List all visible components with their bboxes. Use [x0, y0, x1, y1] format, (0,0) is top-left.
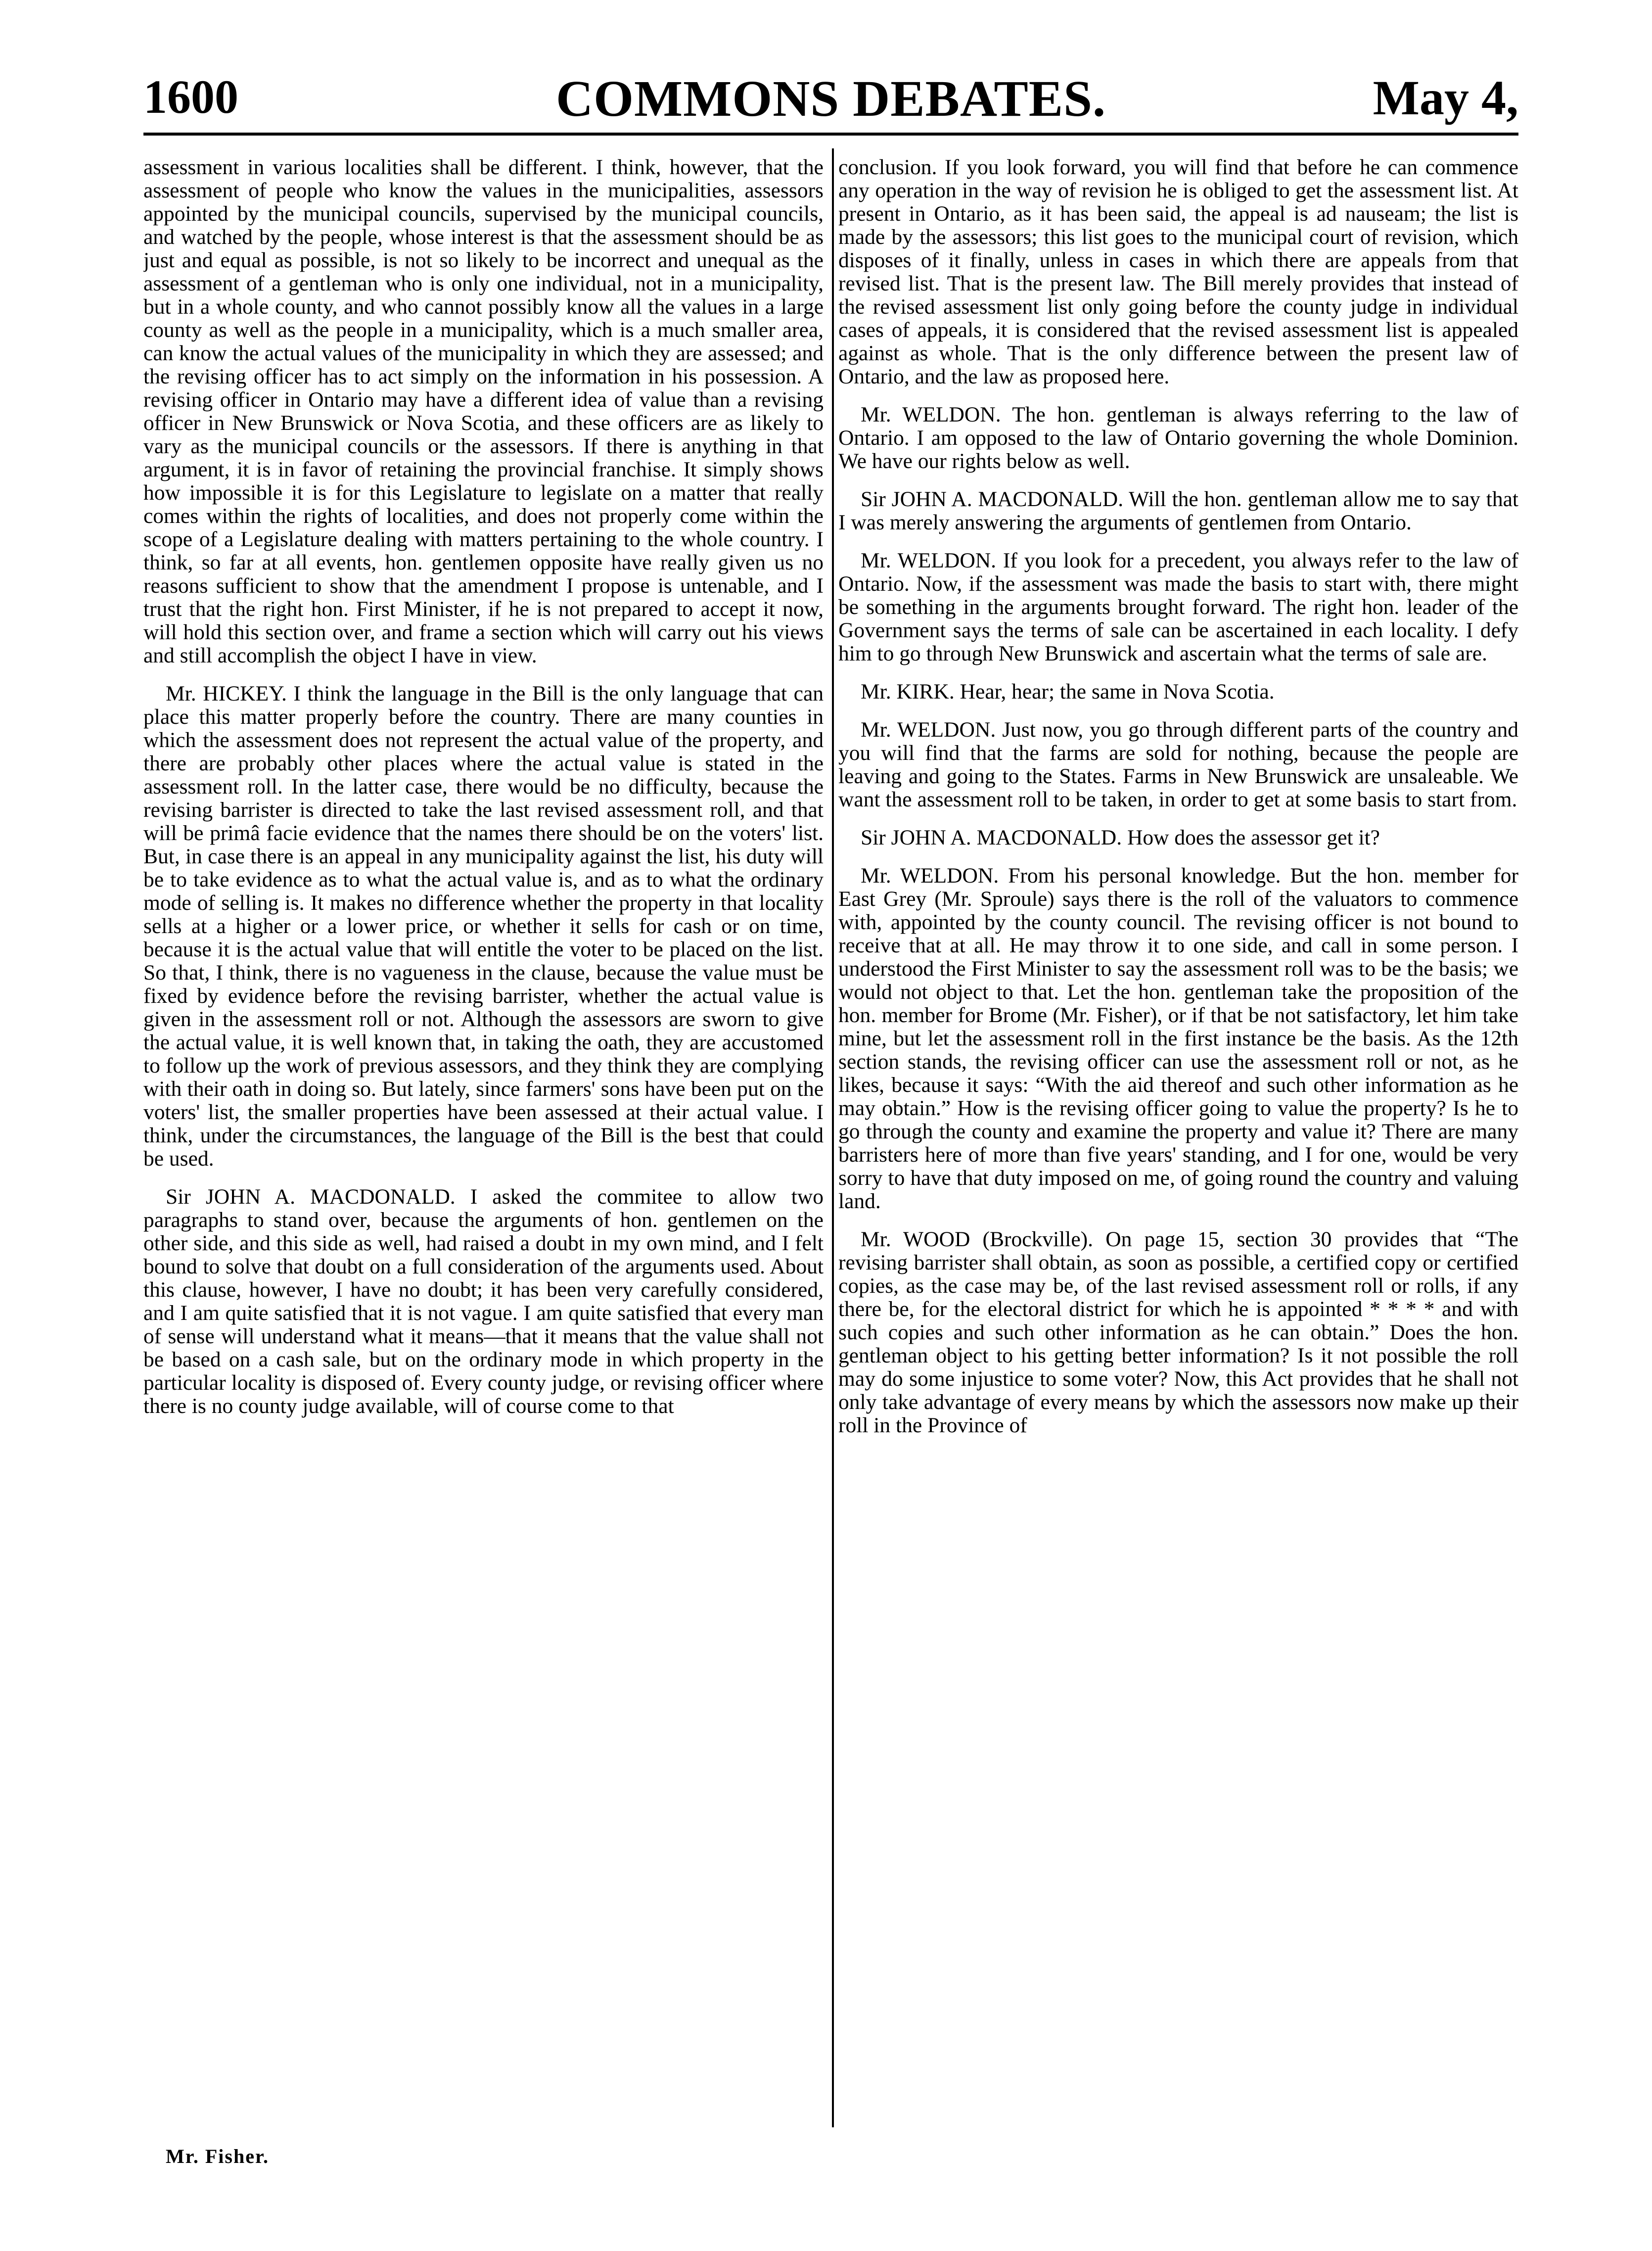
page-title: COMMONS DEBATES. [556, 70, 1106, 127]
paragraph: Mr. WELDON. From his personal knowledge. But the hon. member for East Grey (Mr. Sproule) says there is the roll of the valuators to commence with, appointed by the county council. The revising officer is not bound to receive that at all. He may throw it to one side, and call in some person. I understood the First Minister to say the assessment roll was to be the basis; we would not object to that. Let the hon. gentleman take the proposition of the hon. member for Brome (Mr. Fisher), or if that be not satisfactory, let him take mine, but let the assessment roll in the first instance be the basis. As the 12th section stands, the revising officer can use the assessment roll or not, as he likes, because it says: “With the aid thereof and such other information as he may obtain.” How is the revising officer going to value the property? Is he to go through the county and examine the property and value it? There are many barristers here of more than five years' standing, and I for one, would be very sorry to have that duty imposed on me, of going round the country and valuing land. [838, 864, 1518, 1213]
paragraph: Sir JOHN A. MACDONALD. How does the assessor get it? [861, 826, 1380, 849]
paragraph: Sir JOHN A. MACDONALD. I asked the commitee to allow two paragraphs to stand over, because the arguments of hon. gentlemen on the other side, and this side as well, had raised a doubt in my own mind, and I felt bound to solve that doubt on a full consideration of the arguments used. About this clause, however, I have no doubt; it has been very carefully considered, and I am quite satisfied that it is not vague. I am quite satisfied that every man of sense will understand what it means—that it means that the value shall not be based on a cash sale, but on the ordinary mode in which property in the particular locality is disposed of. Every county judge, or revising officer where there is no county judge available, will of course come to that [143, 1185, 824, 1418]
paragraph: Sir JOHN A. MACDONALD. Will the hon. gentleman allow me to say that I was merely answering the arguments of gentlemen from Ontario. [838, 487, 1518, 534]
left-column [143, 156, 824, 2140]
page-number: 1600 [143, 70, 238, 123]
page-date: May 4, [1373, 70, 1518, 125]
page-header [143, 69, 1518, 129]
footer-speaker: Mr. Fisher. [166, 2145, 270, 2167]
paragraph: assessment in various localities shall be different. I think, however, that the assessment of people who know the values in the municipalities, assessors appointed by the municipal councils, supervised by the municipal councils, and watched by the people, whose interest is that the assessment should be as just and equal as possible, is not so likely to be incorrect and unequal as the assessment of a gentleman who is only one individual, not in a municipality, but in a whole county, and who cannot possibly know all the values in a large county as well as the people in a municipality, which is a much smaller area, can know the actual values of the municipality in which they are assessed; and the revising officer has to act simply on the information in his possession. A revising officer in Ontario may have a different idea of value than a revising officer in New Brunswick or Nova Scotia, and these officers are as likely to vary as the municipal councils or the assessors. If there is anything in that argument, it is in favor of retaining the provincial franchise. It simply shows how impossible it is for this Legislature to legislate on a matter that really comes within the rights of localities, and does not properly come within the scope of a Legislature dealing with matters pertaining to the whole country. I think, so far at all events, hon. gentlemen opposite have really given us no reasons sufficient to show that the amendment I propose is untenable, and I trust that the right hon. First Minister, if he is not prepared to accept it now, will hold this section over, and frame a section which will carry out his views and still accomplish the object I have in view. [143, 156, 824, 667]
paragraph: Mr. KIRK. Hear, hear; the same in Nova Scotia. [861, 680, 1275, 703]
paragraph: conclusion. If you look forward, you will find that before he can commence any operation in the way of revision he is obliged to get the assessment list. At present in Ontario, as it has been said, the appeal is ad nauseam; the list is made by the assessors; this list goes to the municipal court of revision, which disposes of it finally, unless in cases in which there are appeals from that revised list. That is the present law. The Bill merely provides that instead of the revised assessment list only going before the county judge in individual cases of appeals, it is considered that the revised assessment list is appealed against as whole. That is the only difference between the present law of Ontario, and the law as proposed here. [838, 156, 1518, 388]
paragraph: Mr. WELDON. Just now, you go through different parts of the country and you will find that the farms are sold for nothing, because the people are leaving and going to the States. Farms in New Brunswick are unsaleable. We want the assessment roll to be taken, in order to get at some basis to start from. [838, 718, 1518, 811]
right-column [838, 156, 1518, 2140]
paragraph: Mr. HICKEY. I think the language in the Bill is the only language that can place this matter properly before the country. There are many counties in which the assessment does not represent the actual value of the property, and there are probably other places where the actual value is stated in the assessment roll. In the latter case, there would be no difficulty, because the revising barrister is directed to take the last revised assessment roll, and that will be primâ facie evidence that the names there should be on the voters' list. But, in case there is an appeal in any municipality against the list, his duty will be to take evidence as to what the actual value is, and as to what the ordinary mode of selling is. It makes no difference whether the property in that locality sells at a higher or a lower price, or whether it sells for cash or on time, because it is the actual value that will entitle the voter to be placed on the list. So that, I think, there is no vagueness in the clause, because the value must be fixed by evidence before the revising barrister, whether the actual value is given in the assessment roll or not. Although the assessors are sworn to give the actual value, it is well known that, in taking the oath, they are accustomed to follow up the work of previous assessors, and they think they are complying with their oath in doing so. But lately, since farmers' sons have been put on the voters' list, the smaller properties have been assessed at their actual value. I think, under the circumstances, the language of the Bill is the best that could be used. [143, 682, 824, 1171]
paragraph: Mr. WELDON. If you look for a precedent, you always refer to the law of Ontario. Now, if the assessment was made the basis to start with, there might be something in the arguments brought forward. The right hon. leader of the Government says the terms of sale can be ascertained in each locality. I defy him to go through New Brunswick and ascertain what the terms of sale are. [838, 549, 1518, 665]
column-divider [832, 148, 834, 2127]
paragraph: Mr. WELDON. The hon. gentleman is always referring to the law of Ontario. I am opposed to the law of Ontario governing the whole Dominion. We have our rights below as well. [838, 403, 1518, 473]
header-rule [143, 133, 1518, 136]
paragraph: Mr. WOOD (Brockville). On page 15, section 30 provides that “The revising barrister shall obtain, as soon as possible, a certified copy or certified copies, as the case may be, of the last revised assessment roll or rolls, if any there be, for the electoral district for which he is appointed * * * * and with such copies and such other information as he can obtain.” Does the hon. gentleman object to his getting better information? Is it not possible the roll may do some injustice to some voter? Now, this Act provides that he shall not only take advantage of every means by which the assessors now make up their roll in the Province of [838, 1227, 1518, 1437]
